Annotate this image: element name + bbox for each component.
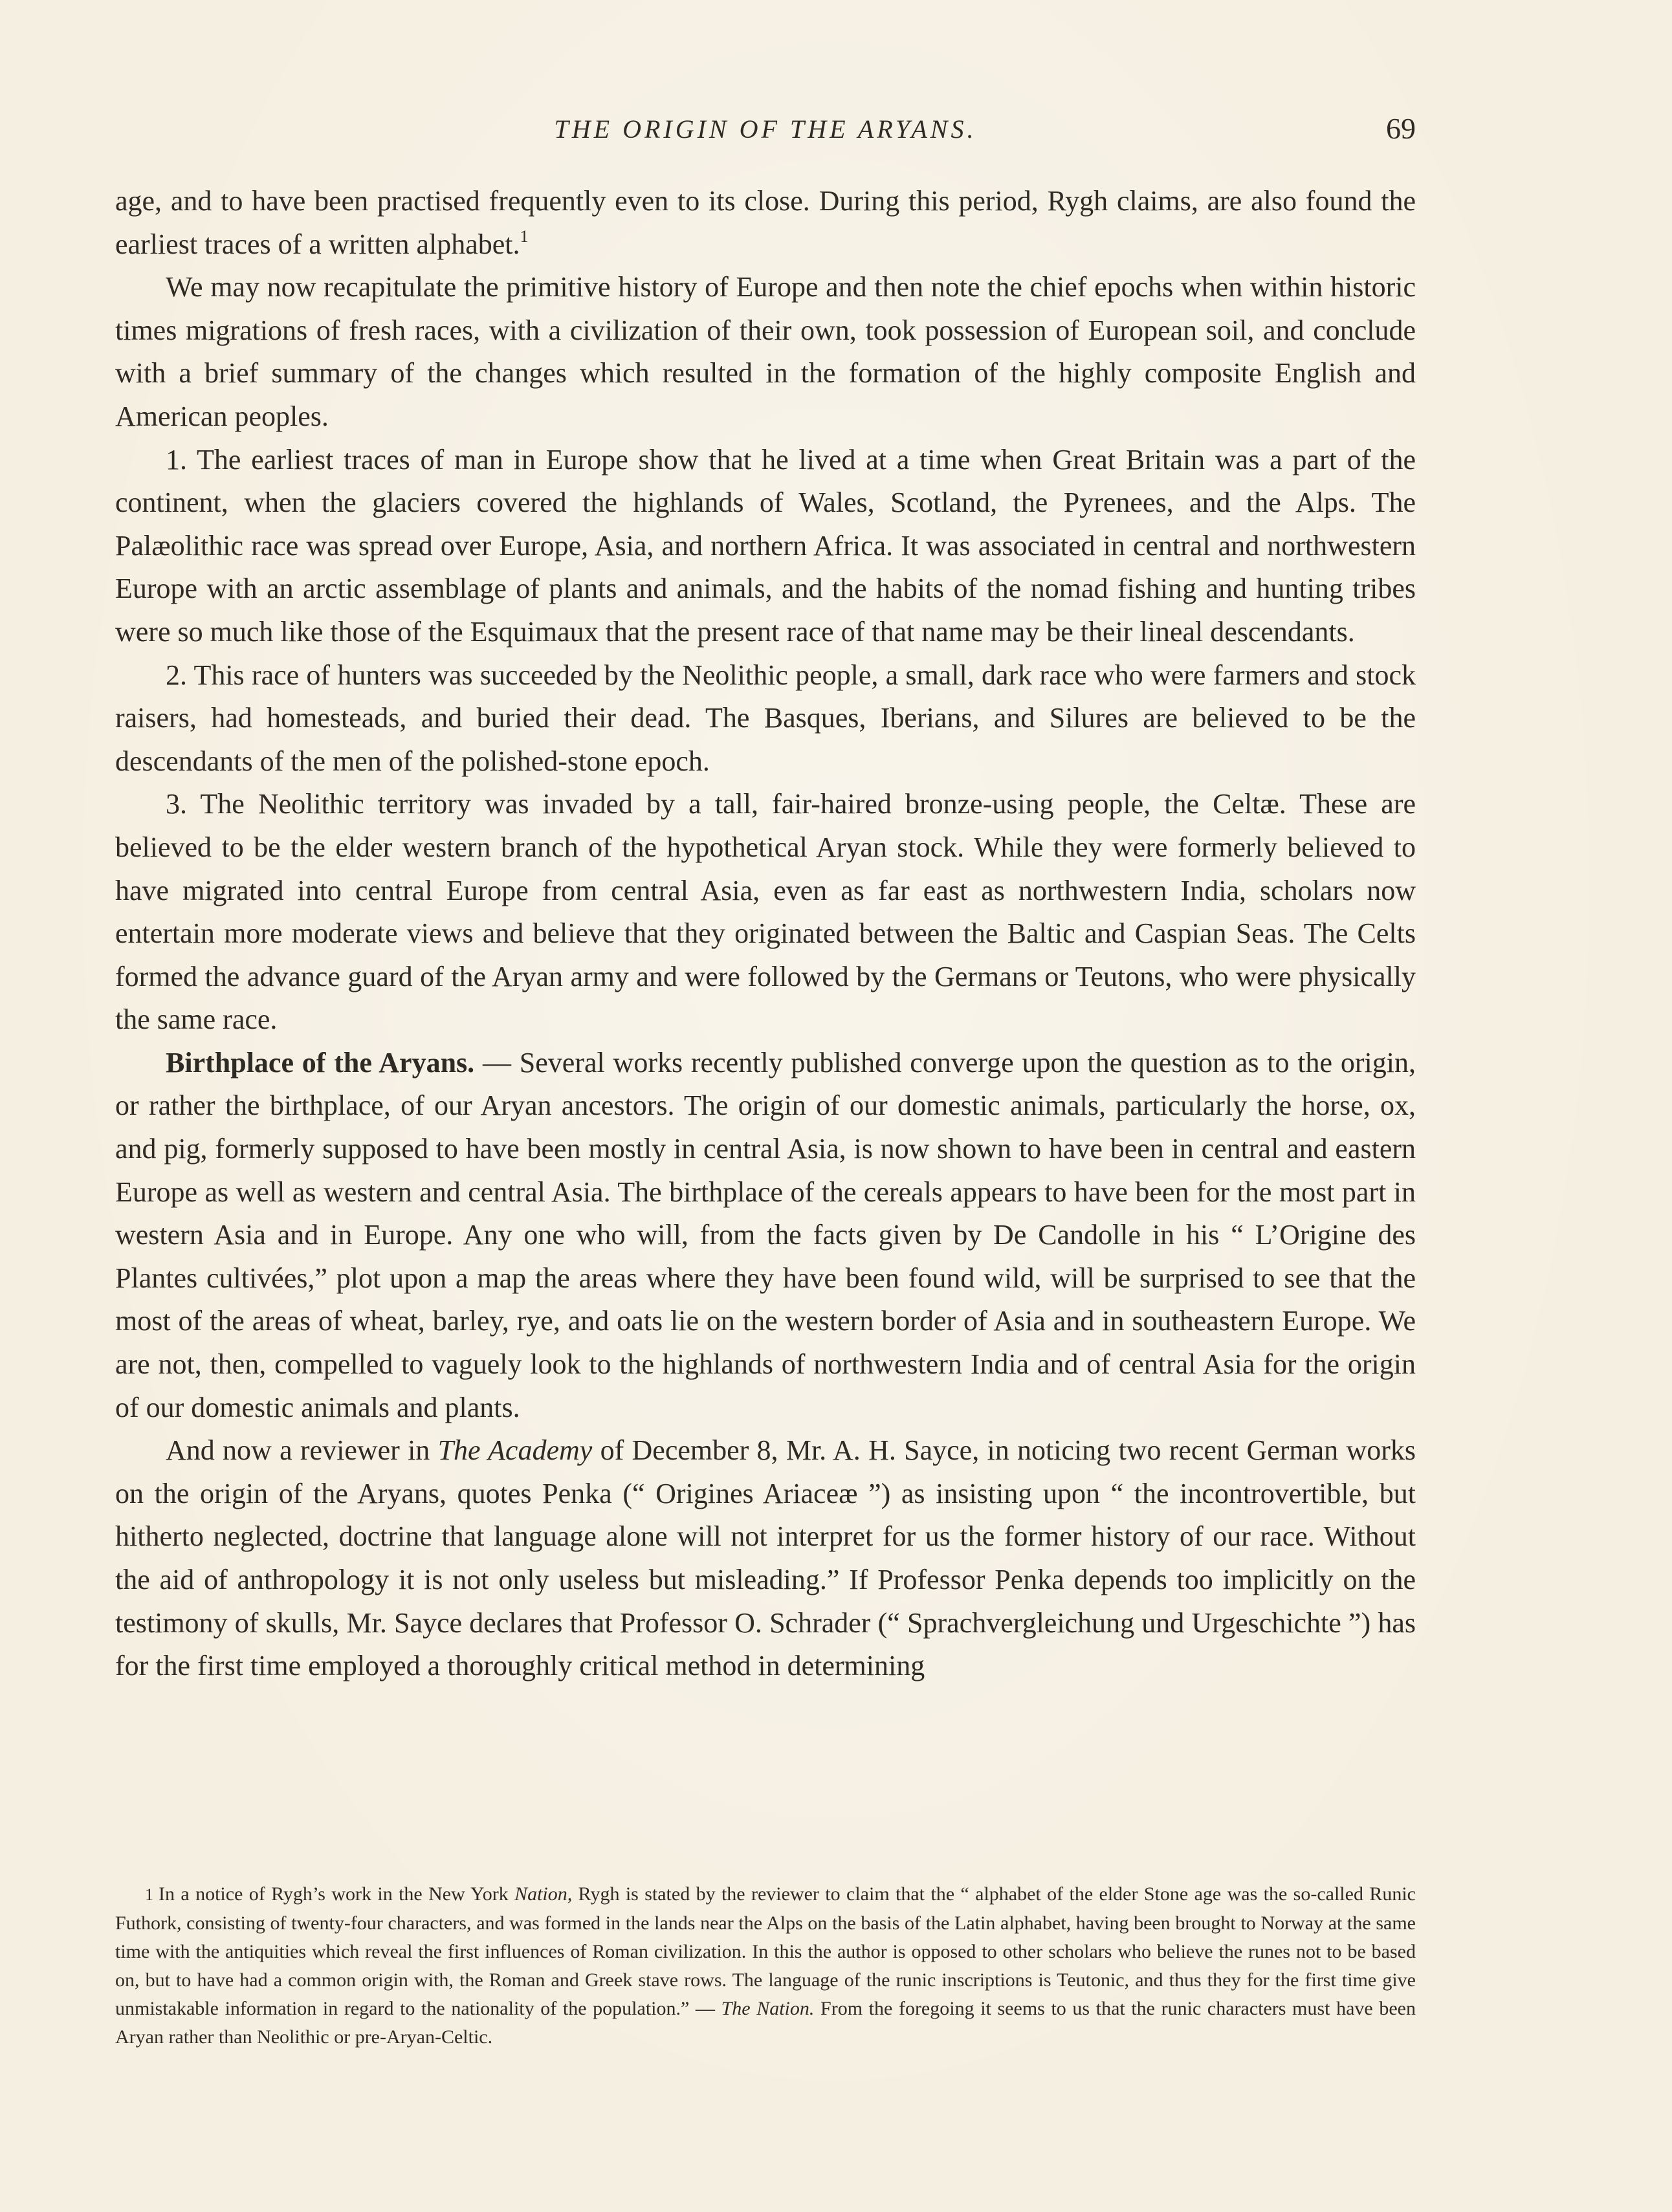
body-text: [115, 180, 1416, 1688]
running-title: THE ORIGIN OF THE ARYANS.: [554, 115, 977, 144]
footnotes: [115, 1880, 1416, 2052]
paragraph-text: — Several works recently published converge upon the question as to the origin, or rather the birthplace, of our Aryan ancestors. The origin of our domestic animals, particularly the horse, ox, and pig, formerly supposed to have been mostly in central Asia, is now shown to have been in central and eastern Europe as well as western and central Asia. The birthplace of the cereals appears to have been for the most part in western Asia and in Europe. Any one who will, from the facts given by De Candolle in his “ L’Origine des Plantes cultivées,” plot upon a map the areas where they have been found wild, will be surprised to see that the most of the areas of wheat, barley, rye, and oats lie on the western border of Asia and in southeastern Europe. We are not, then, compelled to vaguely look to the highlands of northwestern India and of central Asia for the origin of our domestic animals and plants.: [115, 1046, 1416, 1423]
footnote-text: Rygh is stated by the reviewer to claim that the “ alphabet of the elder Stone age was the so-called Runic Futhork, consisting of twenty-four characters, and was formed in the lands near the Alps on the basis of the Latin alphabet, having been brought to Norway at the same time with the antiquities which reveal the first influences of Roman civilization. In this the author is opposed to other scholars who believe the runes not to be based on, but to have had a common origin with, the Roman and Greek stave rows. The language of the runic inscriptions is Teutonic, and thus they for the first time give unmistakable information in regard to the nationality of the population.” —: [115, 1883, 1416, 2019]
paragraph-recapitulation: We may now recapitulate the primitive history of Europe and then note the chief epochs when within historic times migrations of fresh races, with a civilization of their own, took possession of European soil, and conclude with a brief summary of the changes which resulted in the formation of the highly composite English and American peoples.: [115, 271, 1416, 432]
paragraph-point-1: 1. The earliest traces of man in Europe show that he lived at a time when Great Britain was a part of the continent, when the glaciers covered the highlands of Wales, Scotland, the Pyrenees, and the Alps. The Palæolithic race was spread over Europe, Asia, and northern Africa. It was associated in central and northwestern Europe with an arctic assemblage of plants and animals, and the habits of the nomad fishing and hunting tribes were so much like those of the Esquimaux that the present race of that name may be their lineal descendants.: [115, 443, 1416, 648]
page-number: 69: [1386, 112, 1416, 145]
paragraph-point-3: 3. The Neolithic territory was invaded by a tall, fair-haired bronze-using people, the Celtæ. These are believed to be the elder western branch of the hypothetical Aryan stock. While they were formerly believed to have migrated into central Europe from central Asia, even as far east as northwestern India, scholars now entertain more moderate views and believe that they originated between the Baltic and Caspian Seas. The Celts formed the advance guard of the Aryan army and were followed by the Germans or Teutons, who were physically the same race.: [115, 788, 1416, 1036]
footnote-text: In a notice of Rygh’s work in the New York: [159, 1883, 515, 1905]
footnote-mark: 1: [145, 1885, 153, 1904]
paragraph-text: And now a reviewer in: [166, 1434, 438, 1467]
paragraph-continuation: [115, 180, 1416, 266]
journal-title: Nation,: [514, 1883, 573, 1905]
paragraph-text: of December 8, Mr. A. H. Sayce, in noticing two recent German works on the origin of the Aryans, quotes Penka (“ Origines Ariaceæ ”) as insisting upon “ the incontrovertible, but hitherto neglected, doctrine that language alone will not interpret for us the former history of our race. Without the aid of anthropology it is not only useless but misleading.” If Professor Penka depends too implicitly on the testimony of skulls, Mr. Sayce declares that Professor O. Schrader (“ Sprachvergleichung und Urgeschichte ”) has for the first time employed a thoroughly critical method in determining: [115, 1434, 1416, 1682]
paragraph-birthplace: [115, 1042, 1416, 1429]
footnote-text: From the foregoing it seems to us that the runic characters must have been Aryan rather than Neolithic or pre-Aryan-Celtic.: [115, 1998, 1416, 2048]
section-heading: Birthplace of the Aryans.: [166, 1046, 475, 1079]
footnote: [115, 1880, 1416, 2052]
paragraph-reviewer: [115, 1429, 1416, 1688]
paragraph-text: age, and to have been practised frequently even to its close. During this period, Rygh claims, are also found the earliest traces of a written alphabet.: [115, 185, 1416, 260]
journal-title: The Nation.: [721, 1998, 815, 2019]
journal-title: The Academy: [437, 1434, 593, 1467]
running-head: [115, 109, 1416, 154]
footnote-reference: 1: [520, 226, 529, 246]
paragraph-point-2: 2. This race of hunters was succeeded by the Neolithic people, a small, dark race who were farmers and stock raisers, had homesteads, and buried their dead. The Basques, Iberians, and Silures are believed to be the descendants of the men of the polished-stone epoch.: [115, 659, 1416, 777]
